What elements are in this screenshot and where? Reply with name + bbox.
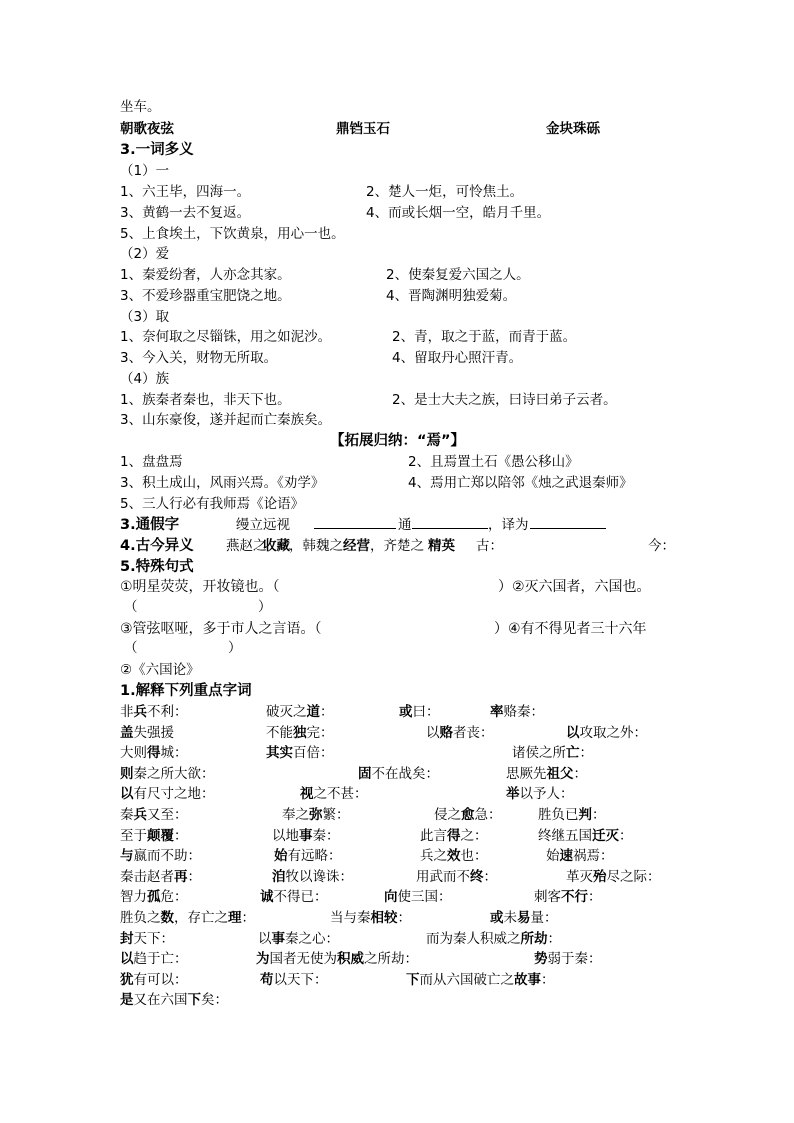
vocab-text: 国者无使为 bbox=[269, 951, 337, 968]
list-item: 2、且焉置土石《愚公移山》 bbox=[408, 454, 579, 470]
sentence: ③管弦呕哑，多于市人之言语。（ bbox=[120, 621, 322, 637]
vocab-row bbox=[0, 928, 794, 950]
vocab-text: ： bbox=[573, 765, 587, 782]
list-item: 1、盘盘焉 bbox=[120, 454, 183, 470]
vocab-item bbox=[258, 928, 339, 950]
vocab-keyword: 或 bbox=[399, 704, 413, 720]
list-item: 1、族秦者秦也，非天下也。 bbox=[120, 392, 291, 408]
vocab-text: 以地 bbox=[272, 827, 299, 844]
vocab-text: 量： bbox=[530, 910, 558, 926]
vocab-item bbox=[120, 886, 188, 908]
vocab-item bbox=[274, 845, 342, 867]
tongjia-row bbox=[0, 514, 794, 536]
vocab-item bbox=[120, 763, 215, 785]
item-row bbox=[0, 181, 794, 203]
item-row bbox=[0, 264, 794, 286]
vocab-keyword: 苟 bbox=[260, 971, 274, 988]
text-fragment: 坐车。 bbox=[120, 99, 161, 115]
answer-blank[interactable] bbox=[530, 514, 606, 529]
vocab-text: 用武而不 bbox=[416, 868, 470, 885]
vocab-row bbox=[0, 763, 794, 785]
vocab-item bbox=[434, 804, 502, 826]
expand-title: 【拓展归纳：“焉”】 bbox=[330, 433, 466, 449]
vocab-text: 未 bbox=[503, 910, 517, 926]
vocab-text: 完： bbox=[306, 724, 334, 741]
vocab-text: 以 bbox=[426, 724, 440, 741]
vocab-text: 有可以： bbox=[133, 971, 188, 988]
list-item: 3、积土成山，风雨兴焉。《劝学》 bbox=[120, 475, 325, 491]
list-item: 2、是士大夫之族，曰诗曰弟子云者。 bbox=[392, 392, 617, 408]
item-row bbox=[0, 389, 794, 411]
vocab-text: 不在战矣： bbox=[371, 765, 439, 782]
vocab-text: ： bbox=[579, 745, 593, 762]
vocab-item bbox=[566, 722, 647, 744]
section-title: 5.特殊句式 bbox=[120, 559, 194, 575]
list-item: 3、不爱珍器重宝肥饶之地。 bbox=[120, 288, 291, 304]
vocab-text: 诸侯之所 bbox=[512, 745, 566, 762]
list-item: 4、晋陶渊明独爱菊。 bbox=[386, 288, 517, 304]
vocab-item bbox=[566, 866, 661, 888]
vocab-text: ，存亡之 bbox=[174, 910, 228, 926]
vocab-keyword: 盖 bbox=[120, 724, 134, 741]
group-heading bbox=[0, 368, 794, 390]
vocab-text: ： bbox=[592, 807, 606, 823]
vocab-keyword: 为 bbox=[256, 951, 270, 968]
vocab-text: 刺客 bbox=[534, 889, 561, 906]
item-row bbox=[0, 326, 794, 348]
vocab-keyword: 事 bbox=[299, 827, 313, 844]
vocab-item bbox=[406, 969, 555, 991]
vocab-keyword: 愈 bbox=[461, 807, 475, 823]
vocab-row bbox=[0, 866, 794, 888]
vocab-text: 嬴而不助： bbox=[133, 848, 201, 865]
idiom: 朝歌夜弦 bbox=[120, 121, 174, 137]
list-item: 1、六王毕，四海一。 bbox=[120, 184, 251, 200]
vocab-keyword: 数 bbox=[160, 910, 174, 926]
sentence: ①明星荧荧，开妆镜也。（ bbox=[120, 579, 280, 595]
vocab-keyword: 以 bbox=[120, 951, 134, 968]
group-title: （3）取 bbox=[120, 309, 170, 325]
vocab-item bbox=[120, 989, 228, 1011]
vocab-text: 又至： bbox=[147, 807, 188, 823]
vocab-keyword: 与 bbox=[120, 848, 134, 865]
vocab-text: 而从六国破亡之 bbox=[419, 971, 514, 988]
vocab-text: 之： bbox=[460, 827, 488, 844]
vocab-text: 曰： bbox=[412, 704, 440, 720]
vocab-text: 百倍： bbox=[293, 745, 334, 762]
vocab-text: 者丧： bbox=[453, 724, 494, 741]
text-line bbox=[0, 96, 794, 118]
vocab-text: ： bbox=[547, 930, 561, 947]
list-item: 2、楚人一炬，可怜焦土。 bbox=[366, 184, 524, 200]
vocab-text: 以天下： bbox=[273, 971, 328, 988]
list-item: 1、奈何取之尽锱铢，用之如泥沙。 bbox=[120, 329, 332, 345]
list-item: 5、三人行必有我师焉《论语》 bbox=[120, 496, 305, 512]
vocab-item bbox=[272, 825, 340, 847]
item-row bbox=[0, 493, 794, 515]
list-item: 5、上食埃土，下饮黄泉，用心一也。 bbox=[120, 226, 345, 242]
vocab-keyword: 始 bbox=[274, 848, 288, 865]
vocab-text: ： bbox=[320, 704, 334, 720]
vocab-text: 尽之际： bbox=[606, 868, 661, 885]
vocab-keyword: 不行 bbox=[561, 889, 588, 906]
vocab-item bbox=[120, 825, 188, 847]
vocab-keyword: 得 bbox=[447, 827, 461, 844]
vocab-item bbox=[538, 804, 606, 826]
vocab-item bbox=[120, 969, 188, 991]
vocab-text: 秦击赵者 bbox=[120, 868, 174, 885]
vocab-item bbox=[420, 825, 488, 847]
vocab-text: 趋于亡： bbox=[133, 951, 188, 968]
sentence-row bbox=[0, 637, 794, 659]
section-heading bbox=[0, 139, 794, 161]
idiom: 金块珠砾 bbox=[546, 121, 600, 137]
sentence-row bbox=[0, 596, 794, 618]
vocab-item bbox=[534, 886, 602, 908]
vocab-keyword: 事 bbox=[271, 930, 285, 947]
vocab-item bbox=[426, 722, 494, 744]
vocab-keyword: 积威 bbox=[337, 951, 364, 968]
vocab-keyword: 效 bbox=[447, 848, 461, 865]
vocab-item bbox=[426, 928, 561, 950]
text-fragment: ，韩魏之 bbox=[289, 538, 343, 554]
vocab-text: 失强援 bbox=[133, 724, 174, 741]
vocab-item bbox=[266, 701, 334, 723]
vocab-text: 之不甚： bbox=[313, 786, 368, 803]
vocab-row bbox=[0, 907, 794, 929]
vocab-text: 不得已： bbox=[273, 889, 328, 906]
vocab-keyword: 孤 bbox=[147, 889, 161, 906]
vocab-text: 不能 bbox=[266, 724, 293, 741]
vocab-item bbox=[120, 907, 255, 929]
vocab-keyword: 易 bbox=[517, 910, 531, 926]
vocab-keyword: 所劫 bbox=[520, 930, 548, 947]
list-item: 3、山东豪俊，遂并起而亡秦族矣。 bbox=[120, 412, 332, 428]
vocab-text: 此言 bbox=[420, 827, 447, 844]
vocab-item bbox=[490, 701, 544, 723]
vocab-text: 秦 bbox=[120, 807, 134, 823]
vocab-text: ： bbox=[187, 868, 201, 885]
text-fragment: 古： bbox=[476, 538, 503, 554]
section-heading bbox=[0, 556, 794, 578]
section-title: 4.古今异义 bbox=[120, 538, 194, 554]
vocab-item bbox=[416, 866, 497, 888]
vocab-item bbox=[506, 783, 574, 805]
vocab-row bbox=[0, 783, 794, 805]
vocab-item bbox=[266, 742, 334, 764]
vocab-keyword: 犹 bbox=[120, 971, 134, 988]
vocab-text: 祸焉： bbox=[573, 848, 614, 865]
vocab-keyword: 下 bbox=[406, 971, 420, 988]
vocab-keyword: 势 bbox=[534, 951, 548, 968]
vocab-keyword: 以 bbox=[566, 724, 580, 741]
keyword: 精英 bbox=[428, 538, 455, 554]
vocab-text: 城： bbox=[160, 745, 188, 762]
vocab-text: 之所劫： bbox=[364, 951, 418, 968]
vocab-item bbox=[120, 948, 188, 970]
vocab-text: 赂秦： bbox=[503, 704, 544, 720]
vocab-text: 始 bbox=[546, 848, 560, 865]
vocab-keyword: 诚 bbox=[260, 889, 274, 906]
vocab-item bbox=[120, 783, 215, 805]
vocab-text: 又在六国 bbox=[133, 992, 188, 1009]
vocab-item bbox=[300, 783, 368, 805]
sentence: ）②灭六国者，六国也。 bbox=[498, 579, 651, 595]
vocab-keyword: 赂 bbox=[439, 724, 453, 741]
item-row bbox=[0, 409, 794, 431]
vocab-text: 而为秦人积威之 bbox=[426, 930, 521, 947]
text-fragment: 今： bbox=[648, 538, 675, 554]
vocab-text: ： bbox=[588, 889, 602, 906]
group-heading bbox=[0, 243, 794, 265]
vocab-item bbox=[256, 948, 418, 970]
vocab-item bbox=[120, 701, 188, 723]
text-fragment: （ bbox=[124, 640, 138, 656]
text-fragment: （ bbox=[124, 599, 138, 615]
vocab-text: 矣： bbox=[201, 992, 228, 1009]
vocab-keyword: 以 bbox=[120, 786, 134, 803]
vocab-keyword: 弥 bbox=[309, 807, 323, 823]
vocab-text: 大则 bbox=[120, 745, 147, 762]
group-title: （4）族 bbox=[120, 371, 170, 387]
vocab-keyword: 祖父 bbox=[546, 765, 574, 782]
subsection-title: ②《六国论》 bbox=[120, 662, 200, 678]
list-item: 2、使秦复爱六国之人。 bbox=[386, 267, 530, 283]
vocab-text: ： bbox=[174, 827, 188, 844]
vocab-item bbox=[534, 948, 602, 970]
sentence: ）④有不得见者三十六年 bbox=[494, 621, 647, 637]
vocab-text: 急： bbox=[474, 807, 502, 823]
vocab-keyword: 兵 bbox=[133, 704, 147, 720]
vocab-row bbox=[0, 989, 794, 1011]
vocab-item bbox=[260, 886, 328, 908]
vocab-keyword: 道 bbox=[306, 704, 320, 720]
item-row bbox=[0, 223, 794, 245]
vocab-text: 秦之所大欲： bbox=[133, 765, 215, 782]
vocab-text: ： bbox=[619, 827, 633, 844]
sentence-row bbox=[0, 576, 794, 598]
vocab-keyword: 是 bbox=[120, 992, 134, 1009]
vocab-text: 天下： bbox=[133, 930, 174, 947]
vocab-text: 侵之 bbox=[434, 807, 461, 823]
vocab-keyword: 举 bbox=[506, 786, 520, 803]
gujin-row bbox=[0, 535, 794, 557]
item-row bbox=[0, 472, 794, 494]
vocab-text: 革灭 bbox=[566, 868, 593, 885]
vocab-item bbox=[420, 845, 488, 867]
vocab-item bbox=[260, 969, 328, 991]
vocab-row bbox=[0, 701, 794, 723]
vocab-keyword: 故事 bbox=[514, 971, 541, 988]
answer-blank[interactable] bbox=[314, 514, 396, 529]
vocab-text: ： bbox=[397, 910, 411, 926]
vocab-text: 智力 bbox=[120, 889, 147, 906]
vocab-row bbox=[0, 722, 794, 744]
group-title: （1）一 bbox=[120, 163, 170, 179]
vocab-text: 不利： bbox=[147, 704, 188, 720]
vocab-text: 繁： bbox=[322, 807, 350, 823]
vocab-row bbox=[0, 845, 794, 867]
vocab-item bbox=[282, 804, 350, 826]
list-item: 4、焉用亡郑以陪邻《烛之武退秦师》 bbox=[408, 475, 633, 491]
section-title: 3.通假字 bbox=[120, 517, 180, 533]
vocab-keyword: 颠覆 bbox=[147, 827, 174, 844]
vocab-text: 有尺寸之地： bbox=[133, 786, 215, 803]
text-fragment: ） bbox=[258, 599, 272, 615]
vocab-keyword: 殆 bbox=[593, 868, 607, 885]
idiom-row bbox=[0, 118, 794, 140]
vocab-item bbox=[120, 804, 188, 826]
list-item: 3、今入关，财物无所取。 bbox=[120, 350, 278, 366]
vocab-item bbox=[120, 742, 188, 764]
item-row bbox=[0, 285, 794, 307]
vocab-item bbox=[358, 763, 439, 785]
vocab-text: 秦之心： bbox=[285, 930, 339, 947]
vocab-text: 危： bbox=[160, 889, 188, 906]
list-item: 4、留取丹心照汗青。 bbox=[392, 350, 523, 366]
vocab-keyword: 或 bbox=[490, 910, 504, 926]
item-row bbox=[0, 202, 794, 224]
vocab-keyword: 亡 bbox=[566, 745, 580, 762]
vocab-keyword: 向 bbox=[384, 889, 398, 906]
vocab-text: 胜负之 bbox=[120, 910, 161, 926]
vocab-text: 当与秦 bbox=[330, 910, 371, 926]
vocab-text: 胜负已 bbox=[538, 807, 579, 823]
vocab-keyword: 理 bbox=[228, 910, 242, 926]
vocab-text: 兵之 bbox=[420, 848, 447, 865]
vocab-item bbox=[120, 845, 201, 867]
vocab-item bbox=[330, 907, 411, 929]
vocab-text: 以 bbox=[258, 930, 272, 947]
group-heading bbox=[0, 160, 794, 182]
vocab-text: 牧以谗诛： bbox=[285, 868, 353, 885]
section-title: 1.解释下列重点字词 bbox=[120, 683, 252, 699]
keyword: 经营 bbox=[343, 538, 370, 554]
list-item: 1、秦爱纷奢，人亦念其家。 bbox=[120, 267, 291, 283]
vocab-item bbox=[266, 722, 334, 744]
list-item: 4、而或长烟一空，皓月千里。 bbox=[366, 205, 551, 221]
vocab-keyword: 相较 bbox=[370, 910, 398, 926]
vocab-item bbox=[399, 701, 440, 723]
vocab-text: 以予人： bbox=[519, 786, 574, 803]
vocab-row bbox=[0, 825, 794, 847]
vocab-keyword: 封 bbox=[120, 930, 134, 947]
text-fragment: ，译为 bbox=[488, 517, 529, 533]
vocab-text: ： bbox=[483, 868, 497, 885]
vocab-keyword: 判 bbox=[578, 807, 592, 823]
vocab-text: 奉之 bbox=[282, 807, 309, 823]
item-row bbox=[0, 451, 794, 473]
vocab-row bbox=[0, 886, 794, 908]
vocab-keyword: 固 bbox=[358, 765, 372, 782]
vocab-text: 使三国： bbox=[397, 889, 452, 906]
vocab-item bbox=[538, 825, 633, 847]
vocab-keyword: 下 bbox=[187, 992, 201, 1009]
vocab-keyword: 则 bbox=[120, 765, 134, 782]
vocab-keyword: 迁灭 bbox=[592, 827, 619, 844]
group-heading bbox=[0, 306, 794, 328]
text-fragment: ，齐楚之 bbox=[370, 538, 424, 554]
vocab-item bbox=[506, 763, 587, 785]
vocab-item bbox=[120, 866, 201, 888]
expand-heading bbox=[0, 430, 794, 452]
vocab-text: 非 bbox=[120, 704, 134, 720]
vocab-text: ： bbox=[541, 971, 555, 988]
vocab-text: ： bbox=[241, 910, 255, 926]
item-row bbox=[0, 347, 794, 369]
vocab-keyword: 洎 bbox=[272, 868, 286, 885]
vocab-item bbox=[272, 866, 353, 888]
vocab-row bbox=[0, 742, 794, 764]
text-fragment: 燕赵之 bbox=[226, 538, 267, 554]
vocab-keyword: 再 bbox=[174, 868, 188, 885]
vocab-text: 秦： bbox=[312, 827, 340, 844]
vocab-keyword: 速 bbox=[559, 848, 573, 865]
vocab-row bbox=[0, 804, 794, 826]
keyword: 收藏 bbox=[263, 538, 290, 554]
vocab-keyword: 终 bbox=[470, 868, 484, 885]
section-heading bbox=[0, 680, 794, 702]
vocab-item bbox=[120, 722, 174, 744]
vocab-item bbox=[490, 907, 558, 929]
vocab-item bbox=[546, 845, 614, 867]
vocab-text: 弱于秦： bbox=[547, 951, 602, 968]
group-title: （2）爱 bbox=[120, 246, 170, 262]
vocab-text: 思厥先 bbox=[506, 765, 547, 782]
vocab-text: 攻取之外： bbox=[579, 724, 647, 741]
list-item: 2、青，取之于蓝，而青于蓝。 bbox=[392, 329, 577, 345]
section-title: 3.一词多义 bbox=[120, 142, 194, 158]
vocab-keyword: 视 bbox=[300, 786, 314, 803]
vocab-keyword: 兵 bbox=[133, 807, 147, 823]
vocab-keyword: 率 bbox=[490, 704, 504, 720]
answer-blank[interactable] bbox=[412, 514, 488, 529]
vocab-text: 终继五国 bbox=[538, 827, 592, 844]
vocab-keyword: 其实 bbox=[266, 745, 293, 762]
vocab-keyword: 独 bbox=[293, 724, 307, 741]
vocab-item bbox=[512, 742, 593, 764]
vocab-keyword: 得 bbox=[147, 745, 161, 762]
vocab-item bbox=[120, 928, 174, 950]
vocab-text: 破灭之 bbox=[266, 704, 307, 720]
vocab-item bbox=[384, 886, 452, 908]
vocab-text: 至于 bbox=[120, 827, 147, 844]
vocab-text: 有远略： bbox=[287, 848, 342, 865]
tongjia-word: 缦立远视 bbox=[236, 517, 290, 533]
vocab-row bbox=[0, 948, 794, 970]
text-fragment: 通 bbox=[398, 517, 412, 533]
subsection-heading bbox=[0, 659, 794, 681]
idiom: 鼎铛玉石 bbox=[336, 121, 390, 137]
list-item: 3、黄鹤一去不复返。 bbox=[120, 205, 251, 221]
vocab-text: 也： bbox=[460, 848, 488, 865]
text-fragment: ） bbox=[228, 640, 242, 656]
vocab-row bbox=[0, 969, 794, 991]
